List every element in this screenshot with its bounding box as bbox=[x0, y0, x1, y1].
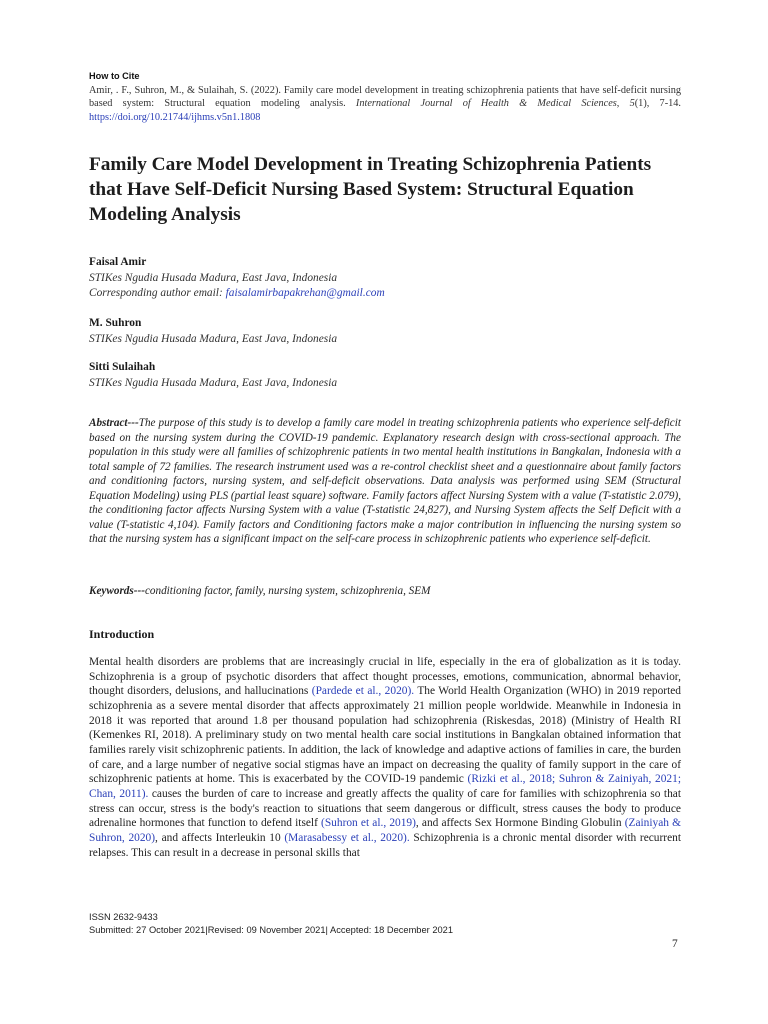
doi-link[interactable]: https://doi.org/10.21744/ijhms.v5n1.1808 bbox=[89, 111, 261, 123]
how-to-cite bbox=[89, 70, 681, 124]
introduction-heading: Introduction bbox=[89, 627, 155, 641]
page-footer bbox=[89, 911, 453, 937]
author-name: Faisal Amir bbox=[89, 256, 147, 268]
author-1 bbox=[89, 255, 681, 302]
issn: ISSN 2632-9433 bbox=[89, 912, 158, 922]
citation-link[interactable]: (Pardede et al., 2020). bbox=[311, 685, 415, 698]
author-2 bbox=[89, 316, 681, 347]
intro-text-2: The World Health Organization (WHO) in 2019 reported schizophrenia as a severe mental disorder that affects approximately 21 million people worldwide. Meanwhile in Indonesia in 2018 it was reported that around 1.8 per thousand population had schizophrenia (Riskesdas, 2018) (Ministry of Health RI (Kemenkes RI, 2018). A preliminary study on two mental health care social institutions in Bangkalan obtained information that families rarely visit schizophrenic patients. In addition, the lack of knowledge and adaptive actions of families in care, the burden of care, and a large number of negative social stigmas have an impact on decreasing the quality of family support in the care of schizophrenic patients at home. This is exacerbated by the COVID-19 pandemic bbox=[89, 685, 681, 786]
citation-text bbox=[89, 84, 681, 124]
page-number: 7 bbox=[672, 938, 678, 950]
keywords-label: Keywords--- bbox=[89, 585, 145, 597]
introduction-paragraph bbox=[89, 655, 681, 860]
citation-issue-pages: (1), 7-14. bbox=[634, 98, 681, 110]
abstract-label: Abstract--- bbox=[89, 417, 139, 429]
author-name: M. Suhron bbox=[89, 317, 142, 329]
author-affiliation: STIKes Ngudia Husada Madura, East Java, Indonesia bbox=[89, 376, 338, 389]
author-affiliation: STIKes Ngudia Husada Madura, East Java, Indonesia bbox=[89, 332, 338, 345]
author-3 bbox=[89, 360, 681, 391]
intro-text-4: , and affects Sex Hormone Binding Globulin bbox=[415, 817, 625, 830]
intro-text-3: causes the burden of care to increase and greatly affects the quality of care for families with schizophrenia so that stress can occur, stress is the body's reaction to situations that seem dangerous or difficult, stress causes the body to produce adrenaline hormones that function to defend itself bbox=[89, 787, 681, 830]
intro-text-5: , and affects Interleukin 10 bbox=[155, 831, 285, 844]
email-link[interactable]: faisalamirbapakrehan@gmail.com bbox=[225, 287, 385, 299]
author-name: Sitti Sulaihah bbox=[89, 361, 156, 373]
author-affiliation: STIKes Ngudia Husada Madura, East Java, Indonesia bbox=[89, 271, 338, 284]
citation-link[interactable]: (Marasabessy et al., 2020). bbox=[284, 831, 410, 844]
keywords bbox=[89, 584, 681, 599]
citation-plain: Amir, . F., Suhron, M., & Sulaihah, S. (2022). Family care model development in treating schizophrenia patients that have self-deficit nursing based system: Structural equation modeling analysis. bbox=[89, 85, 681, 110]
citation-volume: 5 bbox=[629, 98, 635, 110]
submission-dates: Submitted: 27 October 2021|Revised: 09 November 2021| Accepted: 18 December 2021 bbox=[89, 925, 454, 935]
email-label: Corresponding author email: bbox=[89, 287, 226, 299]
corresponding-email bbox=[89, 286, 681, 302]
keywords-text: conditioning factor, family, nursing system, schizophrenia, SEM bbox=[144, 585, 431, 597]
citation-link[interactable]: (Rizki et al., 2018; Suhron & Zainiyah, 2021; Chan, 2011). bbox=[89, 773, 681, 800]
how-to-cite-heading: How to Cite bbox=[89, 71, 140, 81]
intro-text-6: Schizophrenia is a chronic mental disorder with recurrent relapses. This can result in a decrease in personal skills that bbox=[89, 831, 681, 859]
citation-link[interactable]: (Zainiyah & Suhron, 2020) bbox=[89, 817, 681, 844]
paper-title: Family Care Model Development in Treating Schizophrenia Patients that Have Self-Deficit Nursing Based System: Structural Equation Modeling Analysis bbox=[89, 154, 652, 225]
citation-volume-sep: , bbox=[616, 98, 630, 110]
citation-journal: International Journal of Health & Medical Sciences bbox=[355, 98, 617, 110]
citation-link[interactable]: (Suhron et al., 2019) bbox=[321, 817, 416, 830]
abstract bbox=[89, 416, 681, 547]
abstract-text: The purpose of this study is to develop a family care model in treating schizophrenia patients who experience self-deficit based on the nursing system during the COVID-19 pandemic. Explanatory research design with cross-sectional approach. The population in this study were all families of schizophrenic patients in two mental health institutions in Bangkalan, Indonesia with a total sample of 72 families. The research instrument used was a re-control checklist sheet and a questionnaire about family factors and conditioning factors, nursing system, and self-deficit observations. Data analysis was performed using SEM (Structural Equation Modeling) using PLS (partial least square) software. Family factors affect Nursing System with a value (T-statistic 2.079), the conditioning factor affects Nursing System with a value (T-statistic 24,827), and Nursing System affects the Self Deficit with a value (T-statistic 4,104). Family factors and Conditioning factors make a major contribution in influencing the nursing system so that the nursing system has a significant impact on the self-care process in schizophrenic patients who experience self-deficit. bbox=[89, 417, 681, 545]
intro-text-1: Mental health disorders are problems that are increasingly crucial in life, especially in the era of globalization as it is today. Schizophrenia is a group of psychotic disorders that affect thought processes, emotions, communication, abnormal behavior, thought disorders, delusions, and hallucinations bbox=[89, 656, 681, 698]
